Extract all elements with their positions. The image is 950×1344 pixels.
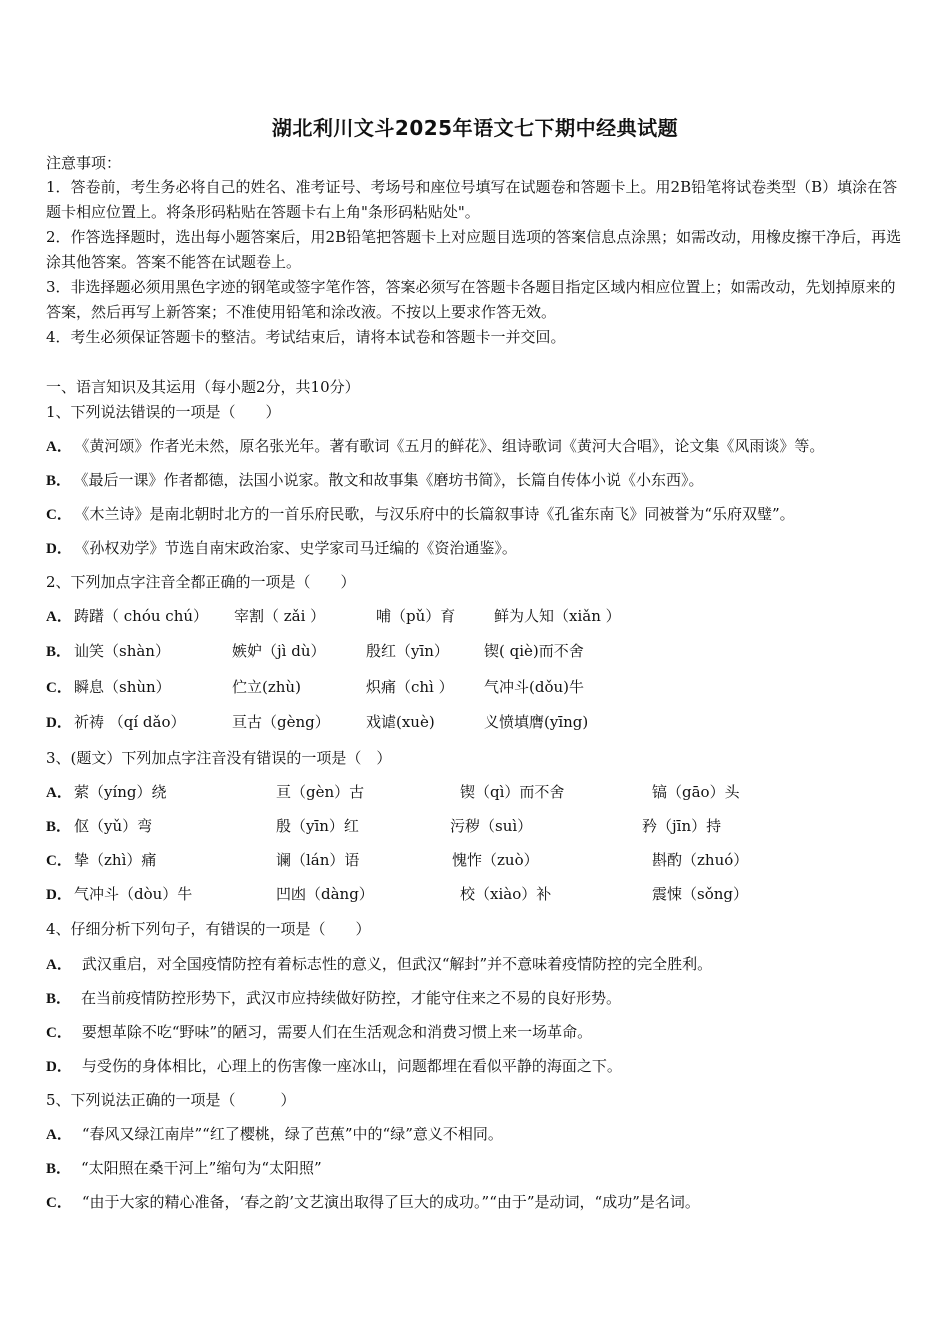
question-4-option-a: A． 武汉重启，对全国疫情防控有着标志性的意义，但武汉“解封”并不意味着疫情防控的完全胜利。 [46, 955, 713, 973]
notice-heading: 注意事项： [46, 154, 122, 172]
question-4-option-d: D． 与受伤的身体相比，心理上的伤害像一座冰山，问题都埋在看似平静的海面之下。 [46, 1057, 622, 1075]
question-5-option-b: B． “太阳照在桑干河上”缩句为“太阳照” [46, 1159, 322, 1177]
notice-item-4: 4．考生必须保证答题卡的整洁。考试结束后，请将本试卷和答题卡一并交回。 [46, 328, 566, 346]
notice-item-2: 2．作答选择题时，选出每小题答案后，用2B铅笔把答题卡上对应题目选项的答案信息点涂黑；如需改动，用橡皮擦干净后，再选涂其他答案。答案不能答在试题卷上。 [46, 228, 902, 271]
notice-item-3: 3．非选择题必须用黑色字迹的钢笔或签字笔作答，答案必须写在答题卡各题目指定区域内相应位置上；如需改动，先划掉原来的答案，然后再写上新答案；不准使用铅笔和涂改液。不按以上要求作答无效。 [46, 278, 896, 321]
notice-item-1: 1．答卷前，考生务必将自己的姓名、准考证号、考场号和座位号填写在试题卷和答题卡上。用2B铅笔将试卷类型（B）填涂在答题卡相应位置上。将条形码粘贴在答题卡右上角"条形码粘贴处"。 [46, 178, 898, 221]
question-4-option-c: C． 要想革除不吃“野味”的陋习，需要人们在生活观念和消费习惯上来一场革命。 [46, 1023, 593, 1041]
question-1-option-b: B． 《最后一课》作者都德，法国小说家。散文和故事集《磨坊书简》，长篇自传体小说《小东西》。 [46, 471, 704, 489]
question-4-stem: 4、仔细分析下列句子，有错误的一项是（ ） [46, 920, 371, 938]
question-1-option-d: D． 《孙权劝学》节选自南宋政治家、史学家司马迁编的《资治通鉴》。 [46, 539, 517, 557]
section-heading: 一、语言知识及其运用（每小题2分，共10分） [46, 378, 360, 396]
question-1-option-a: A． 《黄河颂》作者光未然，原名张光年。著有歌词《五月的鲜花》、组诗歌词《黄河大合唱》，论文集《风雨谈》等。 [46, 437, 825, 455]
question-3-stem: 3、(题文）下列加点字注音没有错误的一项是（ ） [46, 749, 392, 767]
exam-page: 湖北利川文斗2025年语文七下期中经典试题 注意事项： 1．答卷前，考生务必将自己的姓名、准考证号、考场号和座位号填写在试题卷和答题卡上。用2B铅笔将试卷类型（B）填涂在答题卡相应位置上。将条形码粘贴在答题卡右上角"条形码粘贴处"。 2．作答选择题时，选出每小题答案后，用2B铅笔把答题卡上对应题目选项的答案信息点涂黑；如需改动，用橡皮擦干净后，再选涂其他答案。答案不能答在试题卷上。 3．非选择题必须用黑色字迹的钢笔或签字笔作答，答案必须写在答题卡各题目指定区域内相应位置上；如需改动，先划掉原来的答案，然后再写上新答案；不准使用铅笔和涂改液。不按以上要求作答无效。 4．考生必须保证答题卡的整洁。考试结束后，请将本试卷和答题卡一并交回。 一、语言知识及其运用（每小题2分，共10分） 1、下列说法错误的一项是（ ） A． 《黄河颂》作者光未然，原名张光年。著有歌词《五月的鲜花》、组诗歌词《黄河大合唱》，论文集《风雨谈》等。 B． 《最后一课》作者都德，法国小说家。散文和故事集《磨坊书简》，长篇自传体小说《小东西》。 C． 《木兰诗》是南北朝时北方的一首乐府民歌，与汉乐府中的长篇叙事诗《孔雀东南飞》同被誉为“乐府双璧”。 D． 《孙权劝学》节选自南宋政治家、史学家司马迁编的《资治通鉴》。 2、下列加点字注音全都正确的一项是（ ） A． 踌躇（ chóu chú） 宰割（ zǎi ） 哺（pǔ）育 鲜为人知（xiǎn ） B． 讪笑（shàn） 嫉妒（jì dù） 殷红（yīn） 锲( qiè)而不舍 C． 瞬息（shùn） 伫立(zhù) 炽痛（chì ） 气冲斗(dǒu)牛 D． 祈祷 （qí dǎo） 亘古（gèng） 戏谑(xuè) 义愤填膺(yīng) 3、(题文）下列加点字注音没有错误的一项是（ ） A． 萦（yíng）绕 亘（gèn）古 锲（qì）而不舍 镐（gāo）头 B． 伛（yǔ）弯 殷（yīn）红 污秽（suì） 矜（jīn）持 C． 挚（zhì）痛 谰（lán）语 愧怍（zuò） 斟酌（zhuó） D． 气冲斗（dòu）牛 凹凼（dàng） 校（xiào）补 震悚（sǒng） 4、仔细分析下列句子，有错误的一项是（ ） A． 武汉重启，对全国疫情防控有着标志性的意义，但武汉“解封”并不意味着疫情防控的完全胜利。 B． 在当前疫情防控形势下，武汉市应持续做好防控，才能守住来之不易的良好形势。 C． 要想革除不吃“野味”的陋习，需要人们在生活观念和消费习惯上来一场革命。 D． 与受伤的身体相比，心理上的伤害像一座冰山，问题都埋在看似平静的海面之下。 5、下列说法正确的一项是（ ） A． “春风又绿江南岸”“红了樱桃，绿了芭蕉”中的“绿”意义不相同。 B． “太阳照在桑干河上”缩句为“太阳照” C． “由于大家的精心准备，‘春之韵’文艺演出取得了巨大的成功。”“由于”是动词，“成功”是名词。 [0, 0, 950, 1344]
question-5-option-a: A． “春风又绿江南岸”“红了樱桃，绿了芭蕉”中的“绿”意义不相同。 [46, 1125, 503, 1143]
question-5-stem: 5、下列说法正确的一项是（ ） [46, 1091, 296, 1109]
question-1-stem: 1、下列说法错误的一项是（ ） [46, 403, 281, 421]
question-5-option-c: C． “由于大家的精心准备，‘春之韵’文艺演出取得了巨大的成功。”“由于”是动词，“成功”是名词。 [46, 1193, 700, 1211]
question-2-stem: 2、下列加点字注音全都正确的一项是（ ） [46, 573, 356, 591]
question-4-option-b: B． 在当前疫情防控形势下，武汉市应持续做好防控，才能守住来之不易的良好形势。 [46, 989, 622, 1007]
question-1-option-c: C． 《木兰诗》是南北朝时北方的一首乐府民歌，与汉乐府中的长篇叙事诗《孔雀东南飞》同被誉为“乐府双璧”。 [46, 505, 795, 523]
page-title: 湖北利川文斗2025年语文七下期中经典试题 [271, 116, 679, 140]
